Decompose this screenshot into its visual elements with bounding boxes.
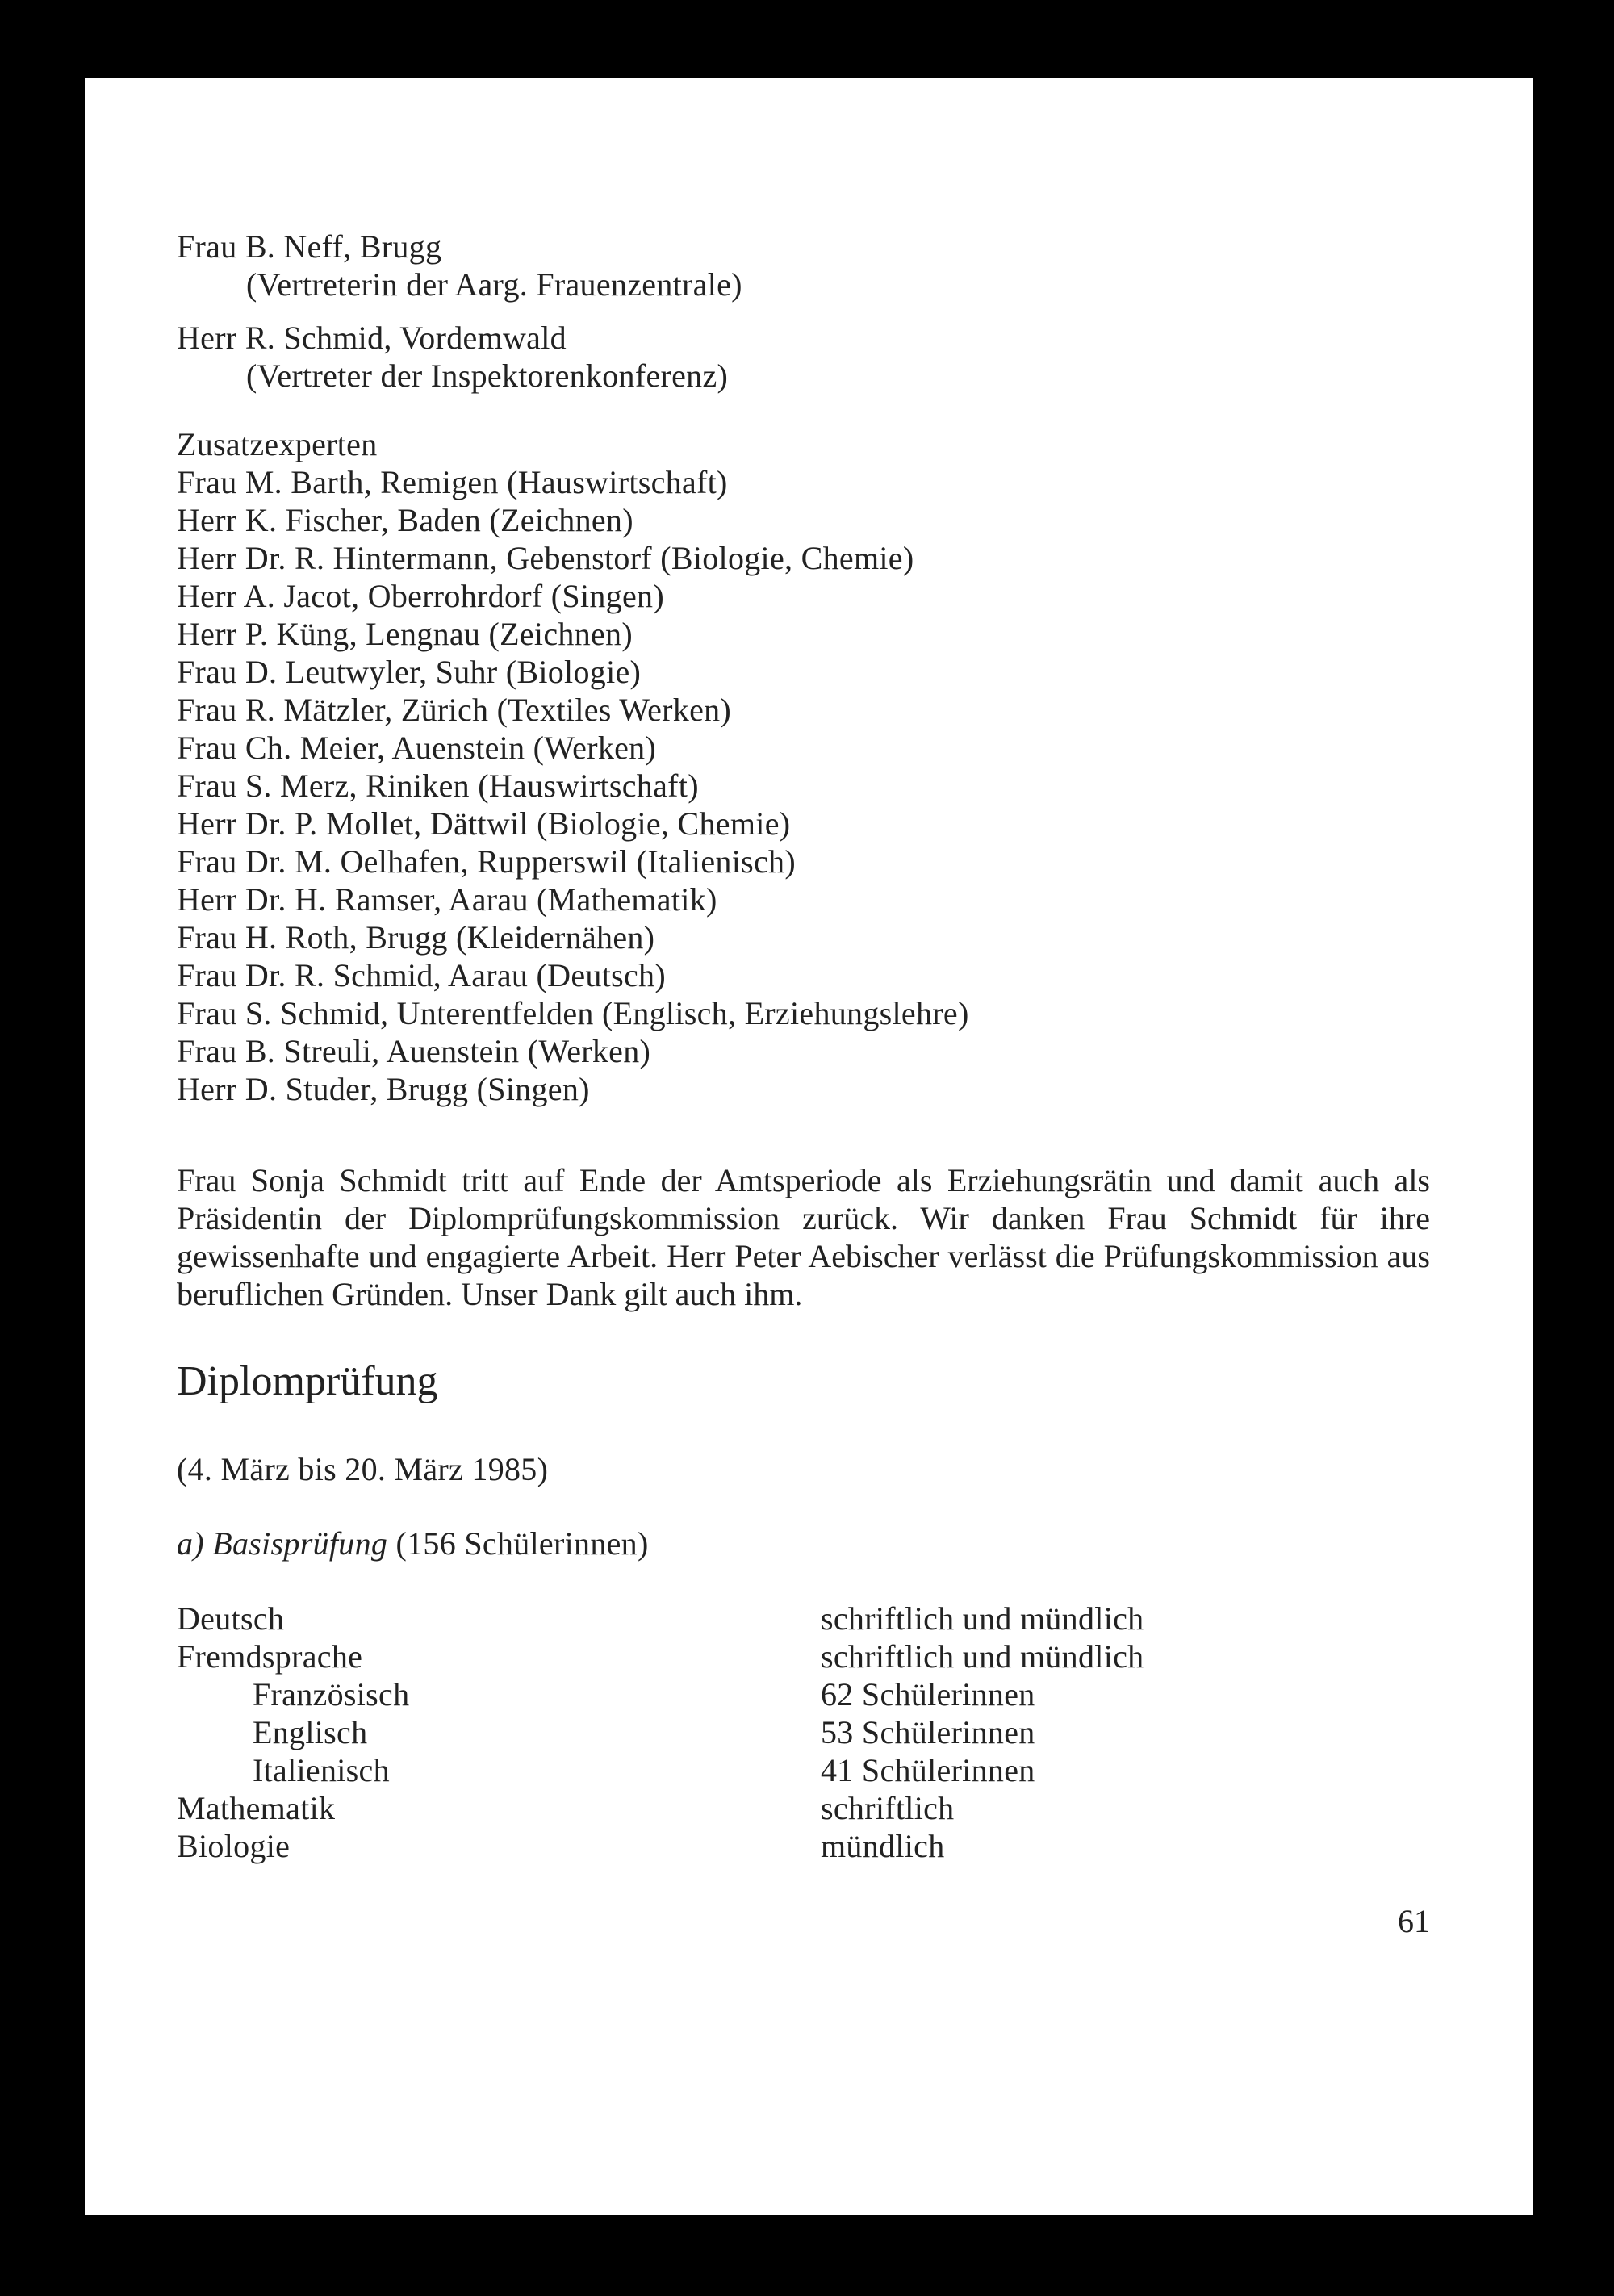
subject-value: schriftlich und mündlich [821, 1638, 1144, 1675]
subject-name: Biologie [177, 1828, 291, 1864]
subject-name: Italienisch [253, 1752, 390, 1788]
subject-name: Englisch [253, 1714, 368, 1750]
document-page [85, 78, 1533, 2215]
expert-item: Frau S. Schmid, Unterentfelden (Englisch, Erziehungslehre) [177, 995, 969, 1031]
expert-item: Herr Dr. H. Ramser, Aarau (Mathematik) [177, 881, 717, 918]
subsection-note: (156 Schülerinnen) [395, 1525, 649, 1562]
member-name: Herr R. Schmid, Vordemwald [177, 320, 567, 356]
section-heading: Diplomprüfung [177, 1358, 438, 1404]
expert-item: Herr K. Fischer, Baden (Zeichnen) [177, 502, 633, 538]
experts-title: Zusatzexperten [177, 426, 378, 462]
exam-dates: (4. März bis 20. März 1985) [177, 1451, 549, 1487]
subject-value: 53 Schülerinnen [821, 1714, 1035, 1750]
member-role: (Vertreter der Inspektorenkonferenz) [246, 358, 729, 394]
subject-value: mündlich [821, 1828, 945, 1864]
member-name: Frau B. Neff, Brugg [177, 228, 442, 265]
subsection-label: a) Basisprüfung [177, 1525, 388, 1562]
expert-item: Herr Dr. R. Hintermann, Gebenstorf (Biologie, Chemie) [177, 540, 914, 576]
expert-item: Herr P. Küng, Lengnau (Zeichnen) [177, 616, 633, 652]
subject-value: 62 Schülerinnen [821, 1676, 1035, 1713]
expert-item: Herr Dr. P. Mollet, Dättwil (Biologie, Chemie) [177, 805, 791, 842]
member-role: (Vertreterin der Aarg. Frauenzentrale) [246, 266, 742, 303]
subject-value: schriftlich [821, 1790, 955, 1826]
farewell-paragraph: Frau Sonja Schmidt tritt auf Ende der Amtsperiode als Erziehungsrätin und damit auch als Präsidentin der Diplomprüfungskommission zurück. Wir danken Frau Schmidt für ihre gewissenhafte und engagierte Arbeit. Herr Peter Aebischer verlässt die Prüfungskommission aus beruflichen Gründen. Unser Dank gilt auch ihm. [177, 1162, 1430, 1312]
expert-item: Frau Dr. M. Oelhafen, Rupperswil (Italienisch) [177, 843, 796, 880]
page-number: 61 [1398, 1903, 1430, 1939]
expert-item: Frau Dr. R. Schmid, Aarau (Deutsch) [177, 957, 666, 993]
expert-item: Frau B. Streuli, Auenstein (Werken) [177, 1033, 651, 1069]
subject-value: schriftlich und mündlich [821, 1600, 1144, 1637]
subsection-title [177, 1524, 649, 1562]
subject-name: Mathematik [177, 1790, 336, 1826]
expert-item: Frau M. Barth, Remigen (Hauswirtschaft) [177, 464, 728, 500]
subject-value: 41 Schülerinnen [821, 1752, 1035, 1788]
subject-name: Französisch [253, 1676, 410, 1713]
expert-item: Frau R. Mätzler, Zürich (Textiles Werken) [177, 692, 732, 728]
subject-name: Deutsch [177, 1600, 285, 1637]
expert-item: Frau S. Merz, Riniken (Hauswirtschaft) [177, 767, 699, 804]
expert-item: Herr A. Jacot, Oberrohrdorf (Singen) [177, 578, 664, 614]
expert-item: Frau H. Roth, Brugg (Kleidernähen) [177, 919, 655, 956]
expert-item: Frau Ch. Meier, Auenstein (Werken) [177, 730, 657, 766]
expert-item: Herr D. Studer, Brugg (Singen) [177, 1071, 590, 1107]
subject-name: Fremdsprache [177, 1638, 363, 1675]
expert-item: Frau D. Leutwyler, Suhr (Biologie) [177, 654, 642, 690]
